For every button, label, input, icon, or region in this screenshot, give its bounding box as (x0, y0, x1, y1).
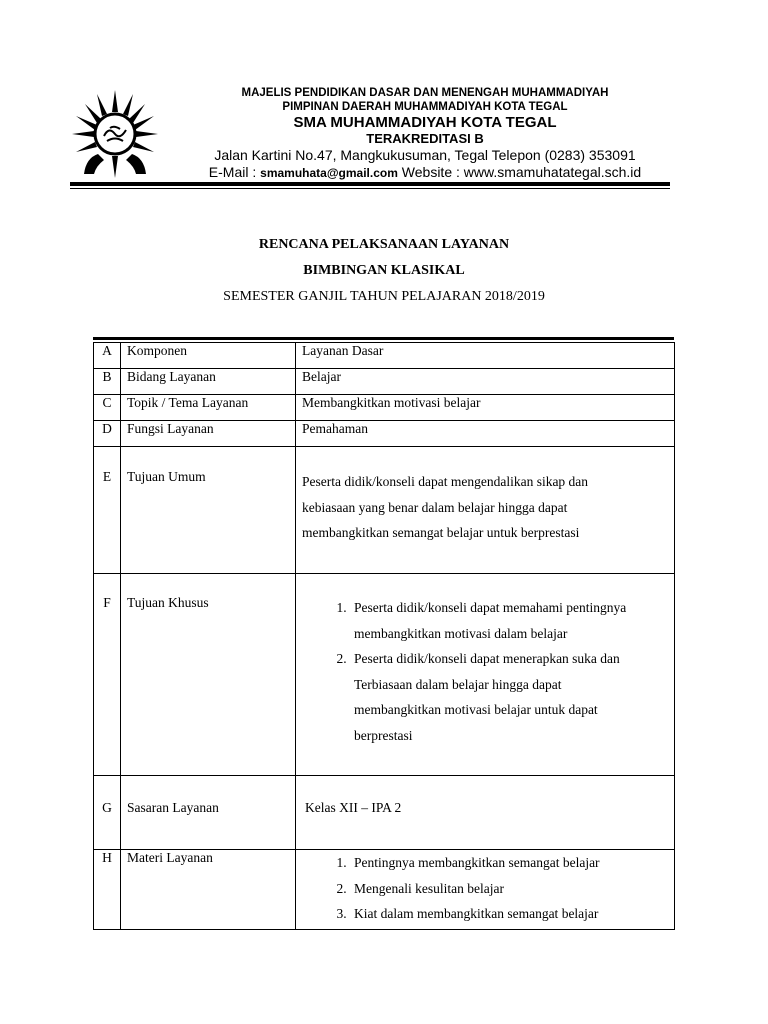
row-value (296, 447, 675, 574)
row-label: Komponen (121, 343, 296, 369)
letterhead-divider-thin (70, 188, 670, 189)
paragraph-line: Peserta didik/konseli dapat mengendalikan sikap dan (302, 474, 589, 489)
row-label: Fungsi Layanan (121, 421, 296, 447)
list-item-line: 1. Peserta didik/konseli dapat memahami pentingnya (354, 600, 627, 615)
row-code: H (94, 850, 121, 930)
row-value (296, 574, 675, 776)
row-label: Bidang Layanan (121, 369, 296, 395)
title-line-3: SEMESTER GANJIL TAHUN PELAJARAN 2018/2019 (223, 289, 545, 304)
row-value: Belajar (296, 369, 675, 395)
document-title (0, 232, 768, 310)
row-label: Tujuan Khusus (121, 574, 296, 776)
row-value: Membangkitkan motivasi belajar (296, 395, 675, 421)
row-code: F (94, 574, 121, 776)
title-line-2: BIMBINGAN KLASIKAL (303, 263, 465, 278)
list-item (350, 850, 674, 876)
list-item (350, 646, 674, 748)
org-line-1: MAJELIS PENDIDIKAN DASAR DAN MENENGAH MUHAMMADIYAH (241, 87, 609, 99)
list-item (350, 876, 674, 902)
list-item (350, 901, 674, 927)
row-value (296, 850, 675, 930)
row-code: A (94, 343, 121, 369)
email-link[interactable]: smamuhata@gmail.com (260, 166, 398, 180)
list-item-line: Terbiasaan dalam belajar hingga dapat (354, 676, 562, 692)
row-label: Topik / Tema Layanan (121, 395, 296, 421)
table-row (94, 447, 675, 574)
list-item-line: 2. Peserta didik/konseli dapat menerapkan suka dan (354, 651, 620, 666)
numbered-list (302, 850, 674, 927)
row-value: Kelas XII – IPA 2 (296, 776, 675, 850)
table-row (94, 776, 675, 850)
paragraph-line: kebiasaan yang benar dalam belajar hingga dapat (302, 499, 568, 515)
row-value: Pemahaman (296, 421, 675, 447)
row-code: E (94, 447, 121, 574)
table-row (94, 850, 675, 930)
row-value: Layanan Dasar (296, 343, 675, 369)
table-row (94, 369, 675, 395)
list-item-text: Kiat dalam membangkitkan semangat belajar (354, 906, 599, 921)
row-label: Materi Layanan (121, 850, 296, 930)
website-link[interactable]: www.smamuhatategal.sch.id (463, 164, 642, 180)
list-item-line: membangkitkan motivasi belajar untuk dapat (354, 702, 598, 717)
table-row (94, 421, 675, 447)
address: Jalan Kartini No.47, Mangkukusuman, Tegal Telepon (0283) 353091 (214, 147, 636, 163)
muhammadiyah-logo-icon (70, 88, 160, 180)
list-item-text: Pentingnya membangkitkan semangat belajar (354, 855, 600, 870)
title-line-1: RENCANA PELAKSANAAN LAYANAN (258, 237, 510, 252)
row-code: D (94, 421, 121, 447)
list-item-text: Mengenali kesulitan belajar (354, 880, 504, 896)
numbered-list (302, 595, 674, 748)
accreditation: TERAKREDITASI B (366, 131, 484, 146)
list-item-line: berprestasi (354, 727, 413, 743)
list-item (350, 595, 674, 646)
letterhead (190, 86, 660, 182)
school-name: SMA MUHAMMADIYAH KOTA TEGAL (293, 114, 557, 131)
row-code: C (94, 395, 121, 421)
letterhead-divider-thick (70, 182, 670, 186)
row-code: G (94, 776, 121, 850)
table-row (94, 395, 675, 421)
list-item-line: membangkitkan motivasi dalam belajar (354, 625, 568, 641)
table-top-rule (93, 337, 674, 340)
email-label: E-Mail : (208, 164, 261, 180)
paragraph-line: membangkitkan semangat belajar untuk berprestasi (302, 525, 580, 540)
table-row (94, 343, 675, 369)
row-code: B (94, 369, 121, 395)
contact-line (190, 164, 660, 182)
table-row (94, 574, 675, 776)
plan-table (93, 342, 675, 930)
row-label: Tujuan Umum (121, 447, 296, 574)
org-line-2: PIMPINAN DAERAH MUHAMMADIYAH KOTA TEGAL (282, 101, 568, 113)
row-label: Sasaran Layanan (121, 776, 296, 850)
website-label: Website : (397, 164, 464, 180)
